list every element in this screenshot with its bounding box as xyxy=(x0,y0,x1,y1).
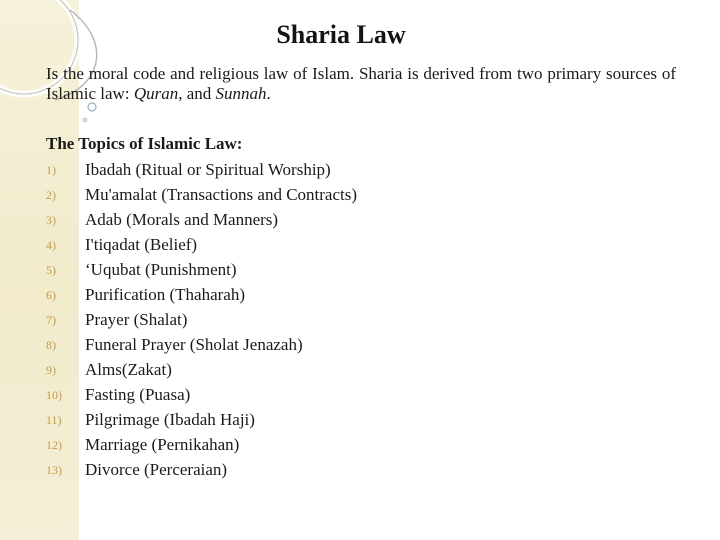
list-number: 2) xyxy=(46,188,56,202)
list-item-label: I'tiqadat (Belief) xyxy=(85,235,198,254)
list-item-label: Prayer (Shalat) xyxy=(85,310,188,329)
intro-separator: , and xyxy=(178,84,216,103)
intro-end: . xyxy=(266,84,271,103)
list-item-label: Funeral Prayer (Sholat Jenazah) xyxy=(85,335,303,354)
list-item-label: Fasting (Puasa) xyxy=(85,385,191,404)
list-item-label: Marriage (Pernikahan) xyxy=(85,435,240,454)
intro-text: Is the moral code and religious law of Islam. Sharia is derived from two primary sources of Islamic law: xyxy=(46,64,676,103)
list-item-label: Alms(Zakat) xyxy=(85,360,172,379)
list-number: 13) xyxy=(46,463,62,477)
slide-title: Sharia Law xyxy=(276,20,406,49)
list-number: 5) xyxy=(46,263,56,277)
list-number: 1) xyxy=(46,163,56,177)
list-item-label: Mu'amalat (Transactions and Contracts) xyxy=(85,185,358,204)
list-item-label: ‘Uqubat (Punishment) xyxy=(85,260,237,279)
list-number: 6) xyxy=(46,288,56,302)
list-number: 9) xyxy=(46,363,56,377)
tiny-bubble xyxy=(83,118,87,122)
list-number: 3) xyxy=(46,213,56,227)
list-number: 12) xyxy=(46,438,62,452)
list-item-label: Purification (Thaharah) xyxy=(85,285,246,304)
list-number: 4) xyxy=(46,238,56,252)
list-item-label: Adab (Morals and Manners) xyxy=(85,210,279,229)
list-item-label: Ibadah (Ritual or Spiritual Worship) xyxy=(85,160,331,179)
source-quran: Quran xyxy=(133,84,179,103)
small-bubble xyxy=(88,103,96,111)
topics-heading: The Topics of Islamic Law: xyxy=(46,134,243,153)
source-sunnah: Sunnah xyxy=(215,84,267,103)
list-number: 11) xyxy=(46,413,62,427)
list-number: 10) xyxy=(46,388,62,402)
list-item-label: Divorce (Perceraian) xyxy=(85,460,228,479)
list-number: 7) xyxy=(46,313,56,327)
list-item-label: Pilgrimage (Ibadah Haji) xyxy=(85,410,255,429)
intro-paragraph xyxy=(46,64,676,104)
list-number: 8) xyxy=(46,338,56,352)
